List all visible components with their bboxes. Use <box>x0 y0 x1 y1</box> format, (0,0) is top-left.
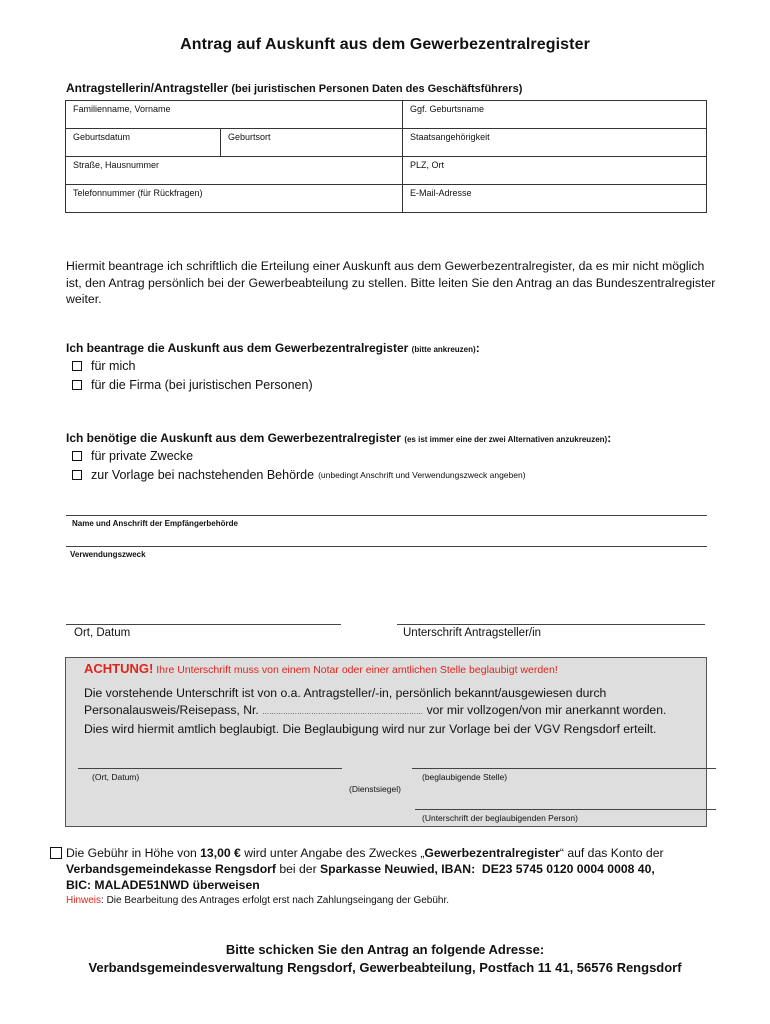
place-date-line[interactable] <box>66 624 341 625</box>
official-signature-label: (Unterschrift der beglaubigenden Person) <box>422 813 578 823</box>
applicant-table <box>65 100 707 213</box>
checkbox-for-me[interactable] <box>72 361 82 371</box>
notary-text <box>84 685 704 738</box>
fee-line-2 <box>66 861 716 877</box>
fee-line-1 <box>66 845 716 861</box>
question1-suffix: : <box>475 341 480 355</box>
birth-date-field[interactable] <box>66 129 221 157</box>
question1-note: (bitte ankreuzen) <box>411 345 476 354</box>
question1-heading-text: Ich beantrage die Auskunft aus dem Gewerbezentralregister <box>66 341 409 355</box>
signature-label: Unterschrift Antragsteller/in <box>403 627 542 639</box>
seal-label: (Dienstsiegel) <box>349 784 401 794</box>
purpose-label: Verwendungszweck <box>70 550 146 559</box>
question2-heading-text: Ich benötige die Auskunft aus dem Gewerbezentralregister <box>66 431 401 445</box>
recipient-line[interactable] <box>66 515 707 516</box>
option-authority-note: (unbedingt Anschrift und Verwendungszweck angeben) <box>318 470 526 480</box>
notary-place-date-line[interactable] <box>78 768 342 769</box>
question1-heading <box>66 341 480 355</box>
phone-label: Telefonnummer (für Rückfragen) <box>73 188 203 198</box>
email-label: E-Mail-Adresse <box>410 188 472 198</box>
checkbox-for-company[interactable] <box>72 380 82 390</box>
id-number-dots[interactable]: …………………………………………………………… <box>262 708 424 716</box>
name-label: Familienname, Vorname <box>73 104 171 114</box>
fee-bank: Sparkasse Neuwied, IBAN: <box>320 862 476 876</box>
zip-city-label: PLZ, Ort <box>410 160 445 170</box>
achtung-warning <box>84 661 558 676</box>
fee-text-2: wird unter Angabe des Zweckes „ <box>240 846 425 860</box>
hinweis-label: Hinweis <box>66 895 102 906</box>
page-title: Antrag auf Auskunft aus dem Gewerbezentralregister <box>180 36 590 53</box>
footer-address <box>0 941 770 977</box>
option-authority-label: zur Vorlage bei nachstehenden Behörde <box>91 468 315 482</box>
footer-line-1: Bitte schicken Sie den Antrag an folgende Adresse: <box>225 942 545 957</box>
question2-suffix: : <box>607 431 612 445</box>
recipient-label: Name und Anschrift der Empfängerbehörde <box>72 519 238 528</box>
applicant-heading-text: Antragstellerin/Antragsteller <box>66 81 229 95</box>
option-for-me[interactable] <box>72 359 135 373</box>
checkbox-fee[interactable] <box>50 847 62 859</box>
applicant-heading <box>66 81 522 95</box>
notary-line-2b: vor mir vollzogen/von mir anerkannt worden. <box>426 702 667 717</box>
nationality-field[interactable] <box>403 129 707 157</box>
fee-line-3 <box>66 877 716 893</box>
notary-line-2 <box>84 702 704 722</box>
phone-field[interactable] <box>66 185 403 213</box>
street-label: Straße, Hausnummer <box>73 160 160 170</box>
birth-place-label: Geburtsort <box>228 132 271 142</box>
birth-date-label: Geburtsdatum <box>73 132 131 142</box>
option-for-me-label: für mich <box>91 359 136 373</box>
name-field[interactable] <box>66 101 403 129</box>
nationality-label: Staatsangehörigkeit <box>410 132 490 142</box>
fee-purpose: Gewerbezentralregister <box>424 846 560 860</box>
achtung-label: ACHTUNG! <box>84 661 154 676</box>
question2-note: (es ist immer eine der zwei Alternativen anzukreuzen) <box>404 435 608 444</box>
applicant-heading-note: (bei juristischen Personen Daten des Geschäftsführers) <box>231 83 523 95</box>
birth-place-field[interactable] <box>221 129 403 157</box>
authority-line[interactable] <box>412 768 716 769</box>
notary-line-2a: Personalausweis/Reisepass, Nr. <box>84 702 259 717</box>
hinweis-text: : Die Bearbeitung des Antrages erfolgt erst nach Zahlungseingang der Gebühr. <box>101 895 450 906</box>
birth-name-field[interactable] <box>403 101 707 129</box>
fee-text-3: “ auf das Konto der <box>559 846 664 860</box>
option-for-company-label: für die Firma (bei juristischen Personen) <box>91 378 313 392</box>
notary-line-1: Die vorstehende Unterschrift ist von o.a. Antragsteller/-in, persönlich bekannt/ausgewiesen durch <box>84 686 607 700</box>
fee-hinweis <box>66 893 716 909</box>
zip-city-field[interactable] <box>403 157 707 185</box>
fee-text-4: bei der <box>275 862 321 876</box>
fee-amount: 13,00 € <box>200 846 241 860</box>
signature-line[interactable] <box>397 624 705 625</box>
option-authority[interactable] <box>72 468 526 482</box>
fee-paragraph <box>66 845 716 909</box>
fee-text-1: Die Gebühr in Höhe von <box>66 846 201 860</box>
option-for-company[interactable] <box>72 378 313 392</box>
request-paragraph: Hiermit beantrage ich schriftlich die Erteilung einer Auskunft aus dem Gewerbezentralregister, da es mir nicht möglich ist, den Antrag persönlich bei der Gewerbeabteilung zu stellen. Bitte leiten Sie den Antrag an das Bundeszentralregister weiter. <box>66 259 716 306</box>
notary-line-3: Dies wird hiermit amtlich beglaubigt. Die Beglaubigung wird nur zur Vorlage bei der VGV Rengsdorf erteilt. <box>84 722 657 736</box>
authority-label: (beglaubigende Stelle) <box>422 772 508 782</box>
purpose-line[interactable] <box>66 546 707 547</box>
fee-bic: BIC: MALADE51NWD überweisen <box>66 878 260 892</box>
birth-name-label: Ggf. Geburtsname <box>410 104 485 114</box>
option-private-label: für private Zwecke <box>91 449 194 463</box>
notary-box <box>65 657 707 827</box>
fee-iban: DE23 5745 0120 0004 0008 40, <box>481 862 655 876</box>
street-field[interactable] <box>66 157 403 185</box>
notary-place-date-label: (Ort, Datum) <box>92 772 140 782</box>
checkbox-authority[interactable] <box>72 470 82 480</box>
official-signature-line[interactable] <box>415 809 716 810</box>
footer-line-2: Verbandsgemeindesverwaltung Rengsdorf, Gewerbeabteilung, Postfach 11 41, 56576 Rengsdorf <box>88 960 682 975</box>
place-date-label: Ort, Datum <box>74 627 131 639</box>
question2-heading <box>66 431 611 445</box>
achtung-text: Ihre Unterschrift muss von einem Notar oder einer amtlichen Stelle beglaubigt werden! <box>156 664 558 676</box>
checkbox-private[interactable] <box>72 451 82 461</box>
option-private[interactable] <box>72 449 193 463</box>
fee-account-holder: Verbandsgemeindekasse Rengsdorf <box>66 862 276 876</box>
email-field[interactable] <box>403 185 707 213</box>
